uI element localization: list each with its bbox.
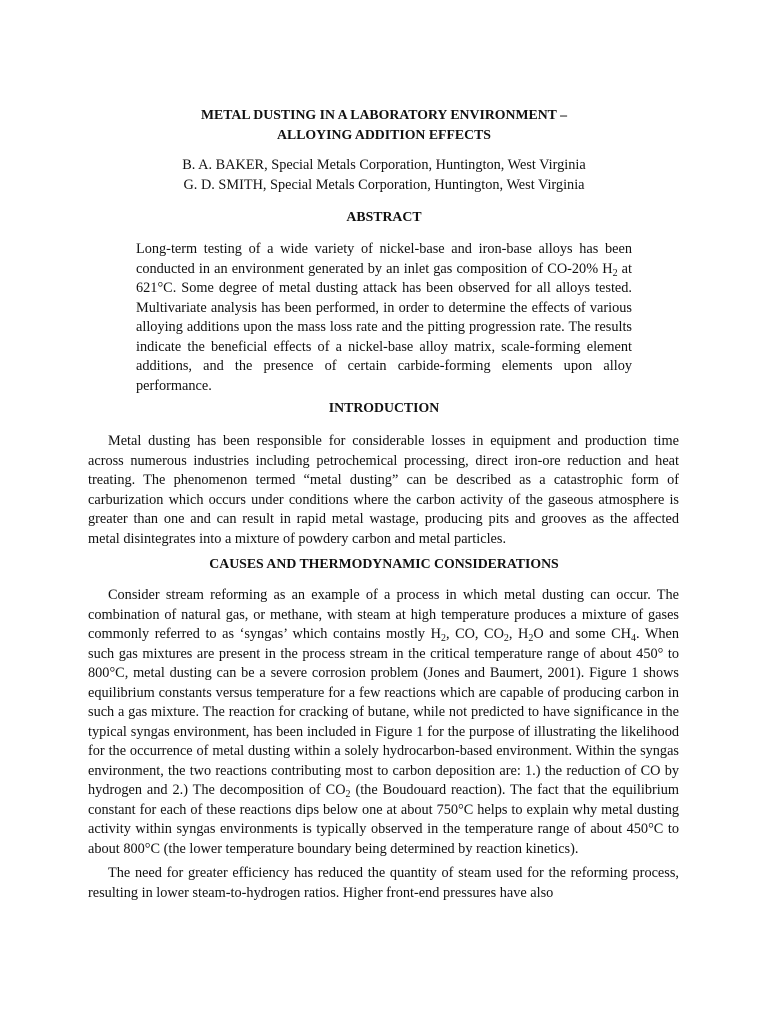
subscript: 2 [612,267,618,279]
abstract-text-part: at 621°C. Some degree of metal dusting attack has been observed for all alloys tested. Multivariate analysis has been performed, in order to determine the effects of various alloying additions upon the mass loss rate and the pitting progression rate. The results indicate the beneficial effects of a nickel-base alloy matrix, scale-forming element additions, and the presence of certain carbide-forming elements upon alloy performance. [136,260,632,394]
introduction-text [88,432,679,549]
text-run: , H [508,626,529,642]
text-run: Consider stream reforming as an example of a process in which metal dusting can occur. The combination of natural gas, or methane, with steam at high temperature produces a mixture of gases commonly referred to as ‘syngas’ which contains mostly H [88,587,679,642]
title-line-2: ALLOYING ADDITION EFFECTS [277,127,491,142]
causes-text-continued [88,864,679,903]
text-run: O and some CH [533,626,631,642]
author-1: B. A. BAKER, Special Metals Corporation, Huntington, West Virginia [182,157,586,173]
causes-paragraph-1 [88,586,679,859]
causes-heading: CAUSES AND THERMODYNAMIC CONSIDERATIONS [209,556,559,571]
introduction-heading: INTRODUCTION [328,400,440,415]
abstract-heading: ABSTRACT [346,209,422,224]
abstract-text-part: Long-term testing of a wide variety of nickel-base and iron-base alloys has been conducted in an environment generated by an inlet gas composition of CO-20% H [136,241,632,277]
text-run: . When such gas mixtures are present in the process stream in the critical temperature range of about 450° to 800°C, metal dusting can be a severe corrosion problem (Jones and Baumert, 2001). Figure 1 shows equilibrium constants versus temperature for a few reactions which are capable of producing carbon in such a gas mixture. The reaction for cracking of butane, while not predicted to have significance in the typical syngas environment, has been included in Figure 1 for the purpose of illustrating the likelihood for the occurrence of metal dusting within a solely hydrocarbon-based environment. Within the syngas environment, the two reactions contributing most to carbon deposition are: 1.) the reduction of CO by hydrogen and 2.) The decomposition of CO [88,626,679,798]
text-run: , CO, CO [445,626,504,642]
author-list [0,156,768,195]
title-line-1: METAL DUSTING IN A LABORATORY ENVIRONMENT – [201,107,567,122]
subscript: 2 [440,633,446,644]
subscript: 4 [631,633,636,644]
causes-text [88,586,679,859]
subscript: 2 [503,633,509,644]
author-2: G. D. SMITH, Special Metals Corporation, Huntington, West Virginia [183,176,585,193]
subscript: 2 [345,789,351,800]
introduction-paragraph: Metal dusting has been responsible for considerable losses in equipment and production time across numerous industries including petrochemical processing, direct iron-ore reduction and heat treating. The phenomenon termed “metal dusting” can be described as a catastrophic form of carburization which occurs under conditions where the carbon activity of the gaseous atmosphere is greater than one and can result in rapid metal wastage, producing pits and grooves as the affected metal disintegrates into a mixture of powdery carbon and metal particles. [88,433,679,547]
subscript: 2 [528,633,534,644]
paper-title [0,105,768,145]
abstract-text [136,240,632,396]
causes-paragraph-2: The need for greater efficiency has reduced the quantity of steam used for the reforming process, resulting in lower steam-to-hydrogen ratios. Higher front-end pressures have also [88,865,679,901]
text-run: (the Boudouard reaction). The fact that the equilibrium constant for each of these reactions dips below one at about 750°C helps to explain why metal dusting activity within syngas environments is typically observed in the temperature range of about 450°C to about 800°C (the lower temperature boundary being determined by reaction kinetics). [88,782,679,857]
